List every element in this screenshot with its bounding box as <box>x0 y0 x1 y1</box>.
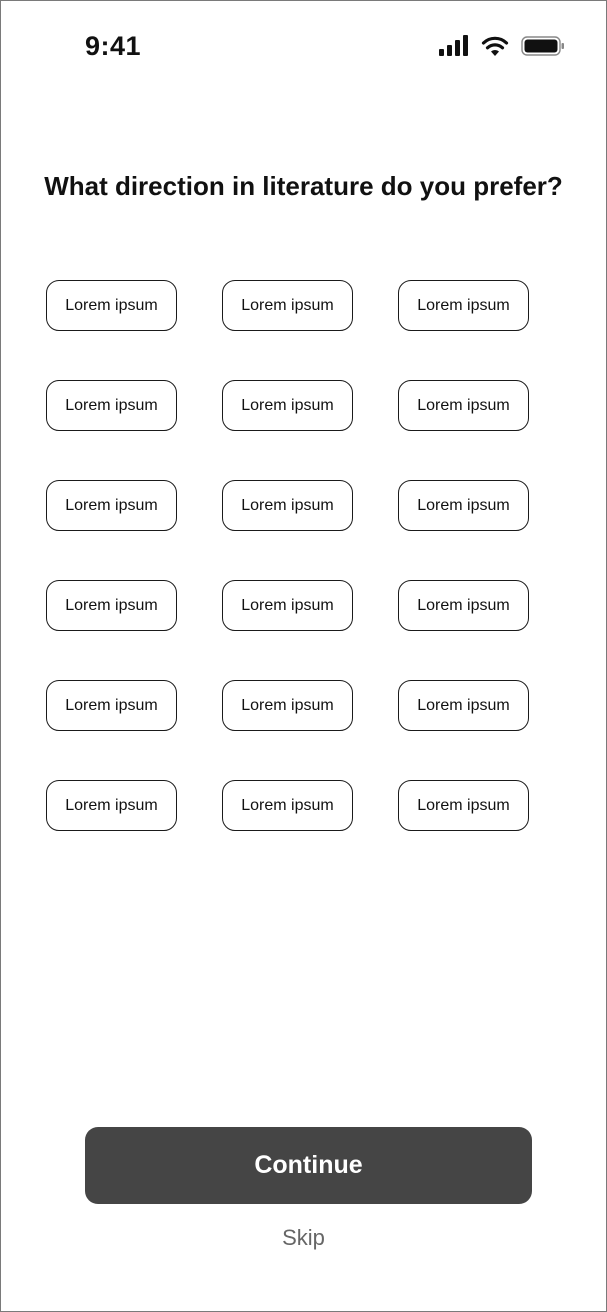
option-chip[interactable]: Lorem ipsum <box>398 380 529 431</box>
option-chip[interactable]: Lorem ipsum <box>222 580 353 631</box>
option-chip[interactable]: Lorem ipsum <box>222 380 353 431</box>
skip-link[interactable]: Skip <box>282 1225 325 1250</box>
option-chip[interactable]: Lorem ipsum <box>46 680 177 731</box>
option-chip[interactable]: Lorem ipsum <box>46 280 177 331</box>
option-chip[interactable]: Lorem ipsum <box>46 780 177 831</box>
wifi-icon <box>481 35 509 57</box>
option-chip[interactable]: Lorem ipsum <box>222 680 353 731</box>
status-bar-time: 9:41 <box>85 31 142 61</box>
option-chip[interactable]: Lorem ipsum <box>222 480 353 531</box>
option-chip[interactable]: Lorem ipsum <box>222 280 353 331</box>
option-chip[interactable]: Lorem ipsum <box>398 480 529 531</box>
battery-icon <box>521 35 565 57</box>
option-chip[interactable]: Lorem ipsum <box>222 780 353 831</box>
option-chip[interactable]: Lorem ipsum <box>46 380 177 431</box>
cellular-signal-icon <box>439 35 471 57</box>
option-chip[interactable]: Lorem ipsum <box>398 680 529 731</box>
option-chip[interactable]: Lorem ipsum <box>46 480 177 531</box>
page-title: What direction in literature do you prefer? <box>44 171 563 201</box>
option-chip[interactable]: Lorem ipsum <box>398 280 529 331</box>
option-chip[interactable]: Lorem ipsum <box>398 780 529 831</box>
status-bar-icons <box>439 35 567 59</box>
option-grid <box>46 280 529 831</box>
option-chip[interactable]: Lorem ipsum <box>398 580 529 631</box>
option-chip[interactable]: Lorem ipsum <box>46 580 177 631</box>
continue-button[interactable]: Continue <box>85 1127 532 1204</box>
